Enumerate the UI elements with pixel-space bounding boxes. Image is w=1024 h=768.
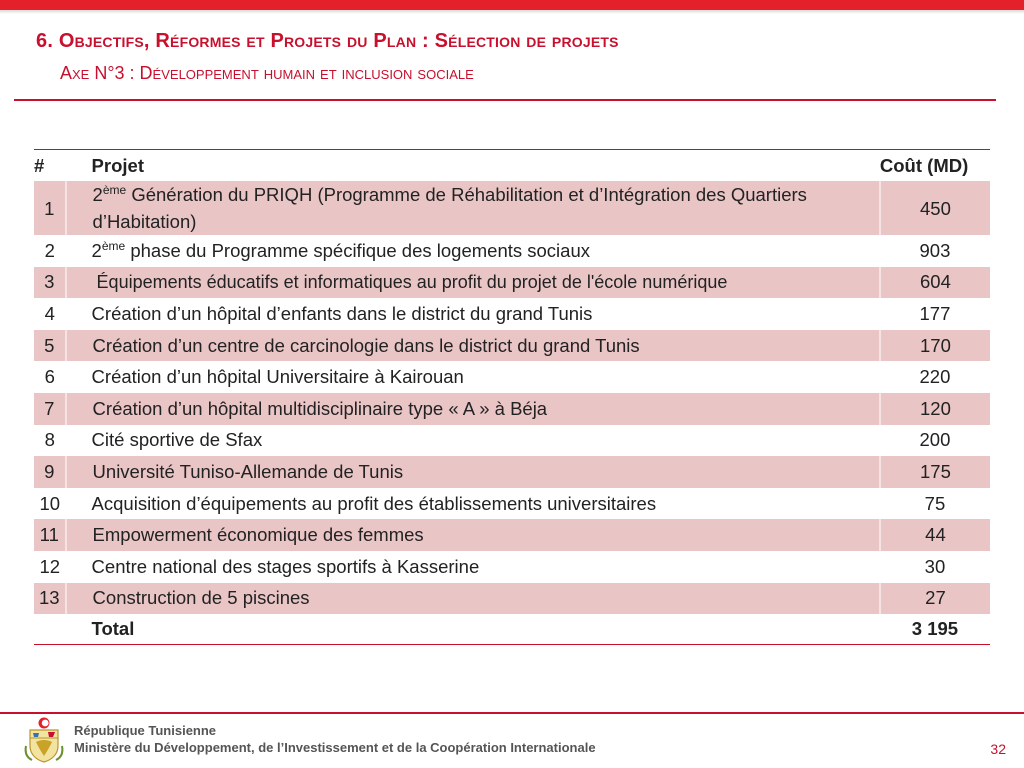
- row-project: Création d’un hôpital Universitaire à Kairouan: [91, 366, 464, 388]
- row-project: Université Tuniso-Allemande de Tunis: [66, 456, 880, 488]
- row-number: 6: [44, 366, 55, 388]
- row-project: Création d’un centre de carcinologie dans le district du grand Tunis: [66, 330, 880, 362]
- row-cost: 604: [880, 267, 990, 299]
- table-row: [34, 393, 990, 425]
- row-project: [66, 181, 880, 235]
- row-project: Création d’un hôpital multidisciplinaire type « A » à Béja: [66, 393, 880, 425]
- table-row: [34, 235, 990, 267]
- row-cost: 170: [880, 330, 990, 362]
- row-number: 12: [39, 555, 61, 577]
- footer-ministry: Ministère du Développement, de l’Investissement et de la Coopération Internationale: [74, 740, 596, 755]
- row-project-sup: ème: [101, 238, 126, 253]
- tunisia-coat-of-arms-icon: [24, 716, 64, 764]
- row-cost: 220: [919, 366, 951, 388]
- total-cost: 3 195: [880, 614, 990, 644]
- projects-table: [34, 149, 990, 645]
- table-row: [34, 298, 990, 330]
- row-cost: 450: [880, 181, 990, 235]
- row-number: 4: [44, 303, 55, 325]
- table-row: [34, 456, 990, 488]
- row-project: Cité sportive de Sfax: [91, 429, 263, 451]
- column-header-cost: Coût (MD): [879, 154, 969, 176]
- row-cost: 177: [919, 303, 951, 325]
- table-header-row: [34, 150, 990, 182]
- row-cost: 44: [880, 519, 990, 551]
- row-project: Empowerment économique des femmes: [66, 519, 880, 551]
- row-cost: 200: [919, 429, 951, 451]
- row-number: 11: [34, 519, 66, 551]
- table-row: [34, 267, 990, 299]
- row-project-text: Génération du PRIQH (Programme de Réhabilitation et d’Intégration des Quartiers d’Habitation): [92, 184, 807, 233]
- table-row: [34, 425, 990, 457]
- table-row: [34, 330, 990, 362]
- row-number: 8: [44, 429, 55, 451]
- row-project: Construction de 5 piscines: [66, 583, 880, 615]
- table-row: [34, 519, 990, 551]
- title-divider: [14, 99, 996, 101]
- row-project: Création d’un hôpital d’enfants dans le district du grand Tunis: [91, 303, 593, 325]
- row-project: [66, 235, 880, 267]
- row-cost: 75: [924, 492, 946, 514]
- row-cost: 30: [924, 555, 946, 577]
- row-project-sup: ème: [102, 182, 127, 197]
- row-number: 13: [34, 583, 66, 615]
- row-number: 5: [34, 330, 66, 362]
- page-number: 32: [990, 741, 1006, 757]
- row-project: Équipements éducatifs et informatiques au profit du projet de l'école numérique: [66, 267, 880, 299]
- row-cost: 903: [919, 239, 951, 261]
- table-row: [34, 551, 990, 583]
- row-number: 3: [34, 267, 66, 299]
- table-row: [34, 361, 990, 393]
- row-cost: 175: [880, 456, 990, 488]
- table-row: [34, 488, 990, 520]
- row-number: 10: [39, 492, 61, 514]
- total-label: Total: [66, 614, 880, 644]
- column-header-num: #: [34, 154, 45, 176]
- row-project-prefix: 2: [92, 184, 103, 206]
- page-subtitle: Axe N°3 : Développement humain et inclusion sociale: [60, 63, 474, 83]
- row-number: 7: [34, 393, 66, 425]
- row-number: 2: [44, 239, 55, 261]
- top-bar-shadow: [0, 10, 1024, 14]
- table-row: [34, 181, 990, 235]
- column-header-project: Projet: [91, 154, 144, 176]
- table-total-row: [34, 614, 990, 644]
- top-accent-bar: [0, 0, 1024, 10]
- total-empty-cell: [34, 614, 66, 644]
- row-project: Centre national des stages sportifs à Kasserine: [91, 555, 480, 577]
- row-project: Acquisition d’équipements au profit des établissements universitaires: [91, 492, 657, 514]
- page-title: 6. Objectifs, Réformes et Projets du Plan : Sélection de projets: [36, 30, 619, 52]
- table-row: [34, 583, 990, 615]
- footer-country: République Tunisienne: [74, 723, 217, 738]
- row-cost: 27: [880, 583, 990, 615]
- row-number: 9: [34, 456, 66, 488]
- row-cost: 120: [880, 393, 990, 425]
- footer-divider: [0, 712, 1024, 714]
- row-number: 1: [34, 181, 66, 235]
- row-project-prefix: 2: [91, 239, 102, 261]
- row-project-text: phase du Programme spécifique des logements sociaux: [125, 239, 590, 261]
